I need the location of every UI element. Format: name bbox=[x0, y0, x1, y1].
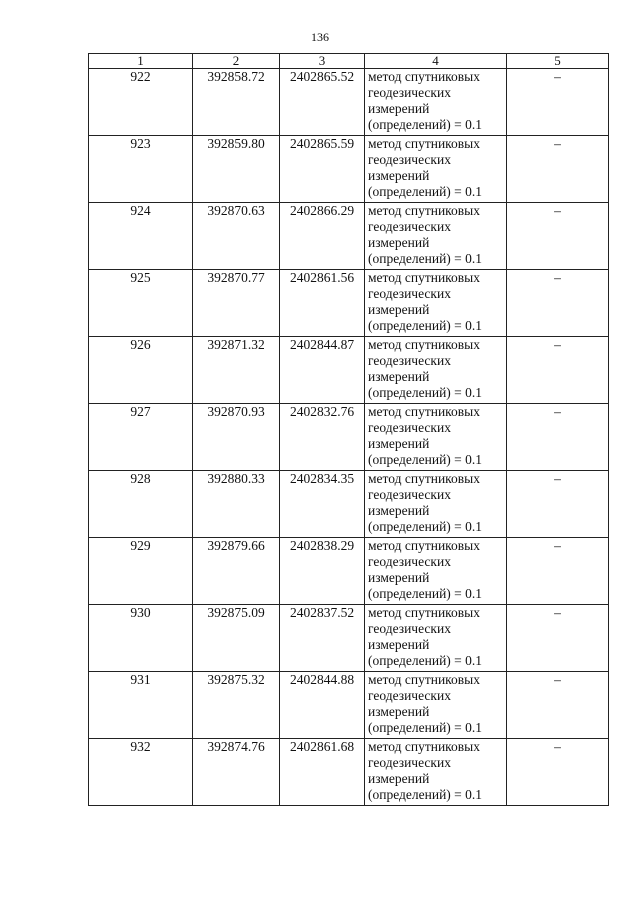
table-row bbox=[89, 136, 609, 203]
y-coordinate-cell: 2402844.88 bbox=[280, 672, 365, 739]
table-row bbox=[89, 538, 609, 605]
method-cell: метод спутниковых геодезических измерений (определений) = 0.1 bbox=[365, 404, 507, 471]
method-cell: метод спутниковых геодезических измерений (определений) = 0.1 bbox=[365, 538, 507, 605]
header-col-5: 5 bbox=[507, 54, 609, 69]
note-cell: – bbox=[507, 69, 609, 136]
method-cell: метод спутниковых геодезических измерений (определений) = 0.1 bbox=[365, 672, 507, 739]
method-cell: метод спутниковых геодезических измерений (определений) = 0.1 bbox=[365, 605, 507, 672]
method-cell: метод спутниковых геодезических измерений (определений) = 0.1 bbox=[365, 203, 507, 270]
point-number-cell: 928 bbox=[89, 471, 193, 538]
method-cell: метод спутниковых геодезических измерений (определений) = 0.1 bbox=[365, 136, 507, 203]
y-coordinate-cell: 2402834.35 bbox=[280, 471, 365, 538]
table-header-row bbox=[89, 54, 609, 69]
table-row bbox=[89, 69, 609, 136]
table-row bbox=[89, 270, 609, 337]
point-number-cell: 931 bbox=[89, 672, 193, 739]
table-row bbox=[89, 471, 609, 538]
note-cell: – bbox=[507, 538, 609, 605]
x-coordinate-cell: 392859.80 bbox=[193, 136, 280, 203]
note-cell: – bbox=[507, 203, 609, 270]
y-coordinate-cell: 2402861.68 bbox=[280, 739, 365, 806]
table-row bbox=[89, 337, 609, 404]
note-cell: – bbox=[507, 605, 609, 672]
y-coordinate-cell: 2402844.87 bbox=[280, 337, 365, 404]
table-row bbox=[89, 739, 609, 806]
note-cell: – bbox=[507, 136, 609, 203]
table-row bbox=[89, 404, 609, 471]
table-row bbox=[89, 203, 609, 270]
y-coordinate-cell: 2402861.56 bbox=[280, 270, 365, 337]
point-number-cell: 924 bbox=[89, 203, 193, 270]
x-coordinate-cell: 392870.77 bbox=[193, 270, 280, 337]
y-coordinate-cell: 2402865.59 bbox=[280, 136, 365, 203]
table-row bbox=[89, 672, 609, 739]
note-cell: – bbox=[507, 672, 609, 739]
point-number-cell: 929 bbox=[89, 538, 193, 605]
header-col-1: 1 bbox=[89, 54, 193, 69]
table-row bbox=[89, 605, 609, 672]
method-cell: метод спутниковых геодезических измерений (определений) = 0.1 bbox=[365, 337, 507, 404]
y-coordinate-cell: 2402866.29 bbox=[280, 203, 365, 270]
point-number-cell: 927 bbox=[89, 404, 193, 471]
note-cell: – bbox=[507, 739, 609, 806]
x-coordinate-cell: 392875.09 bbox=[193, 605, 280, 672]
page-number: 136 bbox=[311, 30, 329, 44]
point-number-cell: 932 bbox=[89, 739, 193, 806]
note-cell: – bbox=[507, 337, 609, 404]
point-number-cell: 922 bbox=[89, 69, 193, 136]
header-col-3: 3 bbox=[280, 54, 365, 69]
x-coordinate-cell: 392870.93 bbox=[193, 404, 280, 471]
method-cell: метод спутниковых геодезических измерений (определений) = 0.1 bbox=[365, 471, 507, 538]
x-coordinate-cell: 392858.72 bbox=[193, 69, 280, 136]
method-cell: метод спутниковых геодезических измерений (определений) = 0.1 bbox=[365, 69, 507, 136]
header-col-2: 2 bbox=[193, 54, 280, 69]
y-coordinate-cell: 2402865.52 bbox=[280, 69, 365, 136]
y-coordinate-cell: 2402832.76 bbox=[280, 404, 365, 471]
point-number-cell: 923 bbox=[89, 136, 193, 203]
note-cell: – bbox=[507, 471, 609, 538]
method-cell: метод спутниковых геодезических измерений (определений) = 0.1 bbox=[365, 739, 507, 806]
y-coordinate-cell: 2402838.29 bbox=[280, 538, 365, 605]
x-coordinate-cell: 392875.32 bbox=[193, 672, 280, 739]
point-number-cell: 925 bbox=[89, 270, 193, 337]
x-coordinate-cell: 392880.33 bbox=[193, 471, 280, 538]
point-number-cell: 930 bbox=[89, 605, 193, 672]
coordinates-table bbox=[88, 53, 609, 806]
x-coordinate-cell: 392871.32 bbox=[193, 337, 280, 404]
note-cell: – bbox=[507, 270, 609, 337]
point-number-cell: 926 bbox=[89, 337, 193, 404]
x-coordinate-cell: 392879.66 bbox=[193, 538, 280, 605]
header-col-4: 4 bbox=[365, 54, 507, 69]
x-coordinate-cell: 392874.76 bbox=[193, 739, 280, 806]
x-coordinate-cell: 392870.63 bbox=[193, 203, 280, 270]
y-coordinate-cell: 2402837.52 bbox=[280, 605, 365, 672]
method-cell: метод спутниковых геодезических измерений (определений) = 0.1 bbox=[365, 270, 507, 337]
table-body bbox=[89, 69, 609, 806]
note-cell: – bbox=[507, 404, 609, 471]
